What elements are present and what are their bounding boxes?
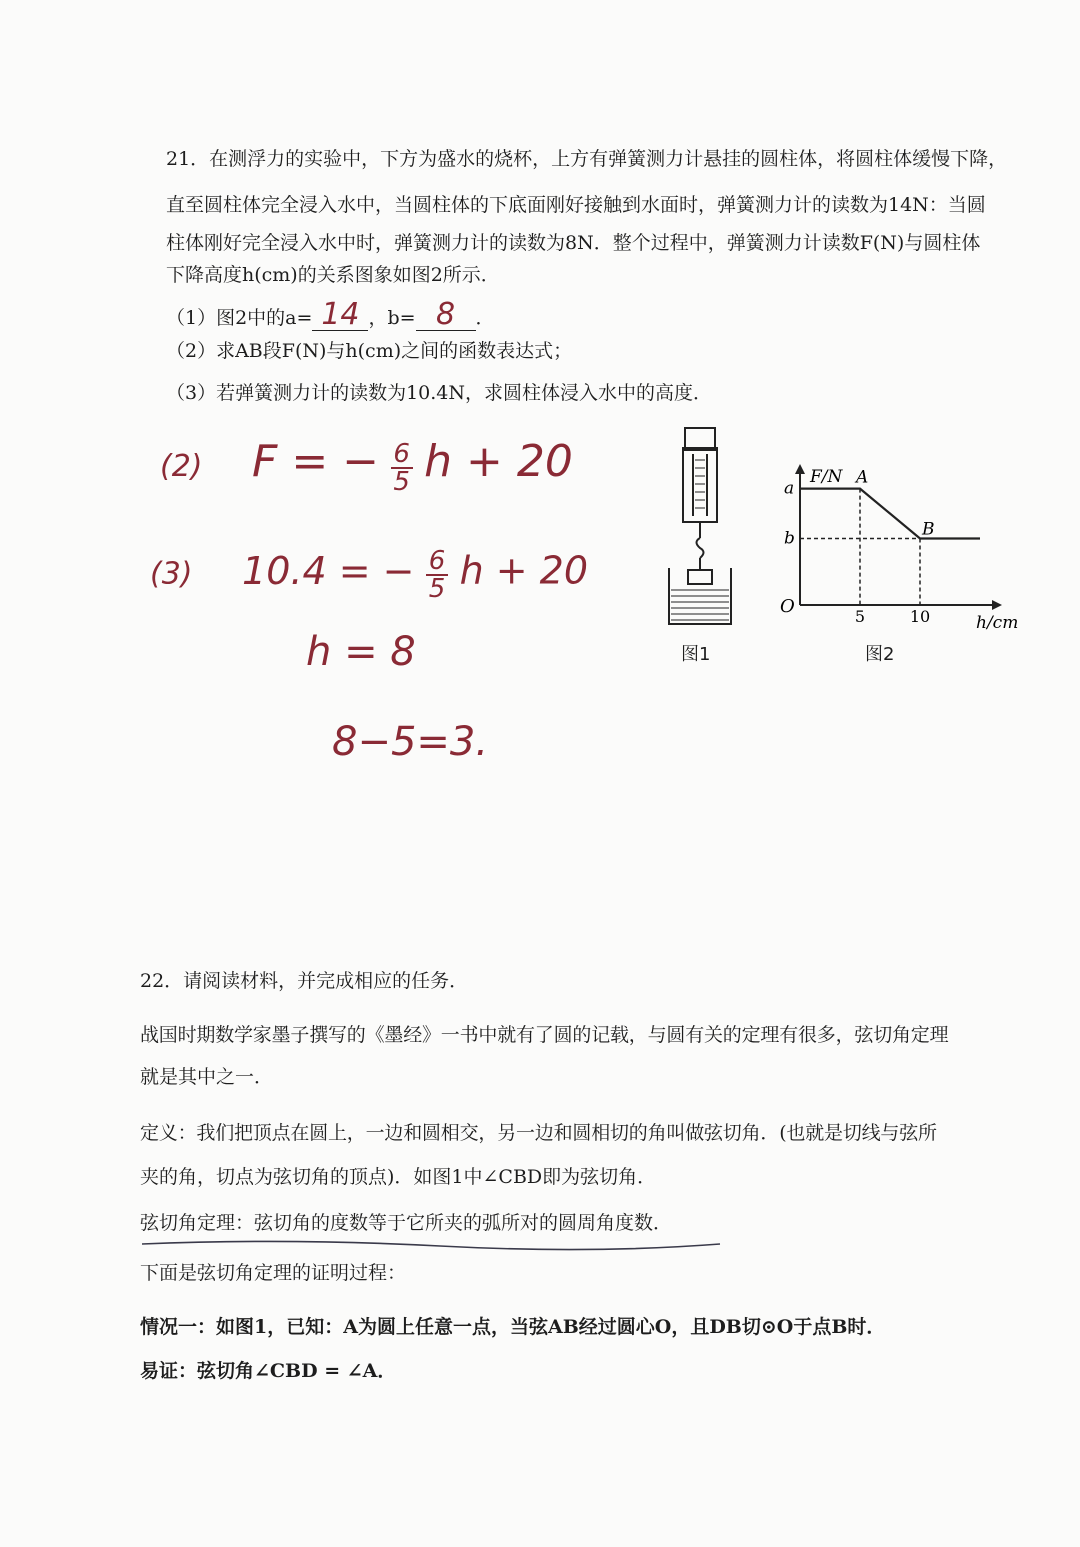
answer-2-rhs: h + 20 <box>424 436 573 487</box>
q22-easy-proof: 易证：弦切角∠CBD = ∠A． <box>140 1360 397 1382</box>
q21-part3: （3）若弹簧测力计的读数为10.4N，求圆柱体浸入水中的高度． <box>166 382 713 404</box>
q21-part1-mid: ，b= <box>368 307 416 329</box>
q21-stem-line-3: 柱体刚好完全浸入水中时，弹簧测力计的读数为8N．整个过程中，弹簧测力计读数F(N)与圆柱体 <box>166 232 981 254</box>
q21-stem-line-2: 直至圆柱体完全浸入水中，当圆柱体的下底面刚好接触到水面时，弹簧测力计的读数为14N：当圆 <box>166 194 986 216</box>
point-A-label: A <box>856 467 869 488</box>
answer-3-numerator: 6 <box>428 546 446 576</box>
origin-label: O <box>780 596 795 617</box>
answer-2-label: (2) <box>160 449 203 484</box>
y-tick-b: b <box>784 528 795 549</box>
handwritten-answer-3 <box>150 548 588 602</box>
force-height-graph <box>770 460 1050 640</box>
answer-3-line-2: h = 8 <box>306 629 416 675</box>
point-B-label: B <box>922 519 935 540</box>
answer-3-line-3: 8−5=3. <box>332 719 489 765</box>
q22-case-1: 情况一：如图1，已知：A为圆上任意一点，当弦AB经过圆心O，且DB切⊙O于点B时． <box>140 1316 886 1338</box>
q21-part1-prefix: （1）图2中的a= <box>166 307 313 329</box>
x-tick-5: 5 <box>854 607 866 626</box>
q21-stem-line-4: 下降高度h(cm)的关系图象如图2所示． <box>166 264 500 286</box>
answer-3-lhs: 10.4 = − <box>242 548 415 593</box>
q22-theorem: 弦切角定理：弦切角的度数等于它所夹的弧所对的圆周角度数． <box>140 1212 673 1234</box>
figure-2-caption: 图2 <box>865 644 895 665</box>
x-axis-arrow <box>992 600 1002 610</box>
q21-stem-line-1: 21．在测浮力的实验中，下方为盛水的烧杯，上方有弹簧测力计悬挂的圆柱体，将圆柱体缓慢下降， <box>166 148 1008 170</box>
q22-para1-line-2: 就是其中之一． <box>140 1066 274 1088</box>
answer-b-blank: 8 <box>416 300 476 331</box>
figure-1-caption: 图1 <box>681 644 711 665</box>
q22-proof-intro: 下面是弦切角定理的证明过程： <box>140 1262 407 1284</box>
q21-part1-end: ． <box>475 307 495 329</box>
q21-part1 <box>166 297 495 332</box>
handwritten-underline <box>140 1234 760 1254</box>
y-tick-a: a <box>784 478 795 499</box>
answer-2-numerator: 6 <box>393 438 410 469</box>
handwritten-answer-2 <box>160 436 573 497</box>
y-axis-label: F/N <box>810 467 843 487</box>
answer-3-fraction <box>426 548 448 602</box>
answer-a-blank: 14 <box>312 300 368 331</box>
q21-part2: （2）求AB段F(N)与h(cm)之间的函数表达式； <box>166 340 573 362</box>
answer-3-denominator: 5 <box>428 574 446 604</box>
q22-title: 22．请阅读材料，并完成相应的任务． <box>140 970 469 992</box>
q22-definition-line-2: 夹的角，切点为弦切角的顶点)．如图1中∠CBD即为弦切角． <box>140 1166 657 1188</box>
q22-definition-line-1: 定义：我们把顶点在圆上，一边和圆相交，另一边和圆相切的角叫做弦切角．(也就是切线与弦所 <box>140 1122 937 1144</box>
spring-scale-figure <box>655 420 745 635</box>
answer-2-denominator: 5 <box>393 466 410 497</box>
answer-2-lhs: F = − <box>252 436 380 487</box>
force-series-line <box>800 489 980 539</box>
answer-2-fraction <box>391 438 413 497</box>
answer-3-rhs: h + 20 <box>459 548 589 593</box>
x-tick-10: 10 <box>909 607 931 626</box>
x-axis-label: h/cm <box>976 613 1019 633</box>
cylinder <box>688 570 712 584</box>
y-axis-arrow <box>795 464 805 474</box>
answer-3-label: (3) <box>150 556 193 592</box>
q22-para1-line-1: 战国时期数学家墨子撰写的《墨经》一书中就有了圆的记载，与圆有关的定理有很多，弦切角定理 <box>140 1024 949 1046</box>
scale-top-ring <box>685 428 715 450</box>
scale-body <box>683 448 717 522</box>
